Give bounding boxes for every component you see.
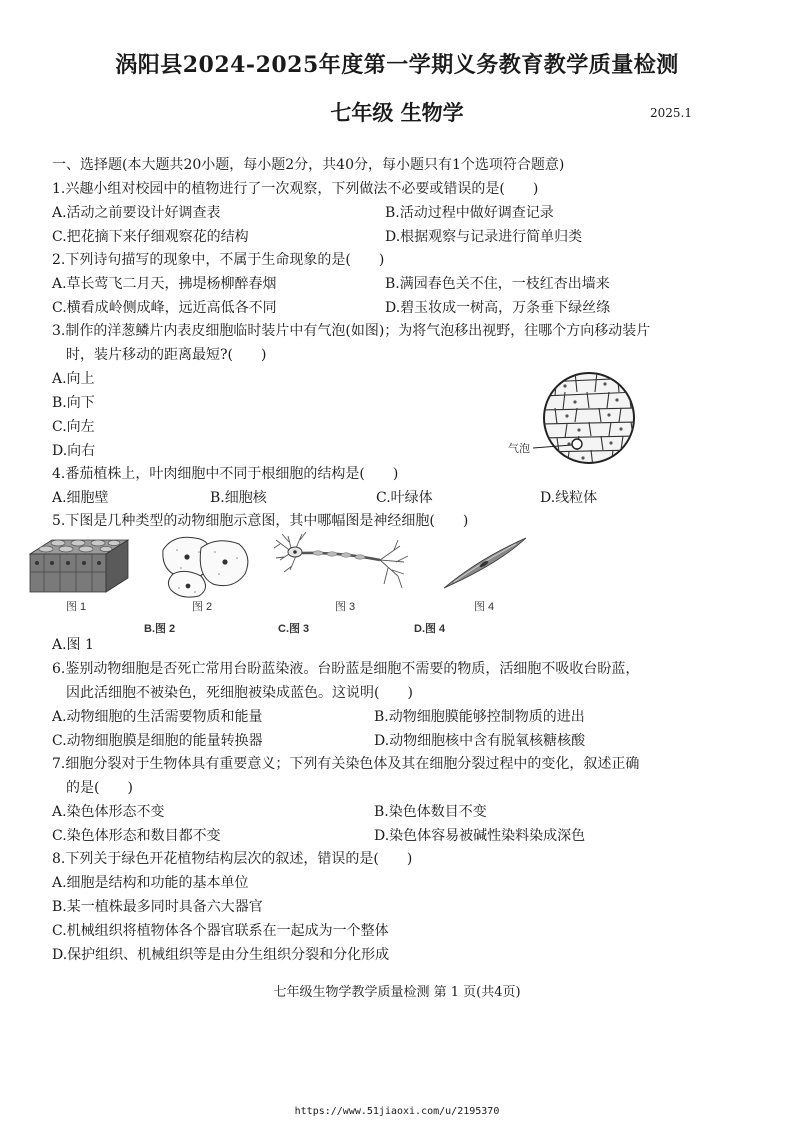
- q4-option-a: A.细胞壁: [52, 490, 109, 506]
- q7-option-c: C.染色体形态和数目都不变: [52, 828, 221, 844]
- question-7-stem-line1: 7.细胞分裂对于生物体具有重要意义；下列有关染色体及其在细胞分裂过程中的变化，叙述正确: [52, 756, 640, 772]
- q2-option-c: C.横看成岭侧成峰，远近高低各不同: [52, 300, 277, 316]
- question-6-stem-line2: 因此活细胞不被染色，死细胞被染成蓝色。这说明( ): [66, 685, 413, 701]
- q5-option-b: B.图 2: [144, 623, 176, 635]
- q4-option-c: C.叶绿体: [376, 490, 433, 506]
- q3-option-c: C.向左: [52, 419, 95, 435]
- exam-date: 2025.1: [650, 106, 692, 120]
- q6-option-c: C.动物细胞膜是细胞的能量转换器: [52, 733, 263, 749]
- question-6-stem-line1: 6.鉴别动物细胞是否死亡常用台盼蓝染液。台盼蓝是细胞不需要的物质，活细胞不吸收台盼蓝，: [52, 661, 640, 677]
- q5-option-d: D.图 4: [414, 623, 446, 635]
- fig-1-label: 图 1: [66, 601, 87, 613]
- fig-3-label: 图 3: [335, 601, 356, 613]
- question-7-stem-line2: 的是( ): [66, 780, 133, 796]
- q2-option-d: D.碧玉妆成一树高，万条垂下绿丝绦: [385, 300, 611, 316]
- neuron-figure: [270, 526, 420, 596]
- q2-option-b: B.满园春色关不住，一枝红杏出墙来: [385, 276, 610, 292]
- page-title: 涡阳县2024-2025年度第一学期义务教育教学质量检测: [115, 52, 679, 78]
- squamous-cells-figure: [155, 530, 255, 598]
- q7-option-d: D.染色体容易被碱性染料染成深色: [374, 828, 586, 844]
- page-subtitle: 七年级 生物学: [330, 100, 464, 125]
- epithelial-cells-figure: [22, 532, 132, 600]
- page-footer: 七年级生物学教学质量检测 第 1 页(共4页): [273, 985, 521, 1000]
- q6-option-a: A.动物细胞的生活需要物质和能量: [52, 709, 263, 725]
- fig-4-label: 图 4: [474, 601, 495, 613]
- bubble-label: 气泡: [508, 443, 530, 455]
- q8-option-c: C.机械组织将植物体各个器官联系在一起成为一个整体: [52, 923, 389, 939]
- question-5-stem: 5.下图是几种类型的动物细胞示意图，其中哪幅图是神经细胞( ): [52, 513, 469, 529]
- question-8-stem: 8.下列关于绿色开花植物结构层次的叙述，错误的是( ): [52, 851, 413, 867]
- muscle-cell-figure: [440, 534, 530, 592]
- q8-option-b: B.某一植株最多同时具备六大器官: [52, 899, 263, 915]
- q8-option-a: A.细胞是结构和功能的基本单位: [52, 875, 249, 891]
- q1-option-b: B.活动过程中做好调查记录: [385, 205, 554, 221]
- question-2-stem: 2.下列诗句描写的现象中，不属于生命现象的是( ): [52, 252, 385, 268]
- q7-option-a: A.染色体形态不变: [52, 804, 165, 820]
- q4-option-d: D.线粒体: [540, 490, 598, 506]
- q1-option-a: A.活动之前要设计好调查表: [52, 205, 221, 221]
- question-3-stem-line2: 时，装片移动的距离最短?( ): [66, 347, 267, 363]
- q1-option-d: D.根据观察与记录进行简单归类: [385, 229, 583, 245]
- q4-option-b: B.细胞核: [210, 490, 267, 506]
- q5-option-a: A.图 1: [52, 637, 94, 653]
- q6-option-d: D.动物细胞核中含有脱氧核糖核酸: [374, 733, 586, 749]
- fig-2-label: 图 2: [192, 601, 213, 613]
- section-heading: 一、选择题(本大题共20小题，每小题2分，共40分，每小题只有1个选项符合题意): [52, 157, 565, 173]
- question-3-stem-line1: 3.制作的洋葱鳞片内表皮细胞临时装片中有气泡(如图)；为将气泡移出视野，往哪个方向移动装片: [52, 323, 651, 339]
- q6-option-b: B.动物细胞膜能够控制物质的进出: [374, 709, 585, 725]
- q3-option-b: B.向下: [52, 395, 95, 411]
- question-4-stem: 4.番茄植株上，叶肉细胞中不同于根细胞的结构是( ): [52, 466, 399, 482]
- q2-option-a: A.草长莺飞二月天，拂堤杨柳醉春烟: [52, 276, 277, 292]
- q3-option-d: D.向右: [52, 443, 96, 459]
- watermark-url: https://www.51jiaoxi.com/u/2195370: [294, 1106, 500, 1117]
- question-1-stem: 1.兴趣小组对校园中的植物进行了一次观察，下列做法不必要或错误的是( ): [52, 181, 539, 197]
- q7-option-b: B.染色体数目不变: [374, 804, 487, 820]
- q3-option-a: A.向上: [52, 371, 95, 387]
- q5-option-c: C.图 3: [278, 623, 310, 635]
- q8-option-d: D.保护组织、机械组织等是由分生组织分裂和分化形成: [52, 947, 390, 963]
- q1-option-c: C.把花摘下来仔细观察花的结构: [52, 229, 249, 245]
